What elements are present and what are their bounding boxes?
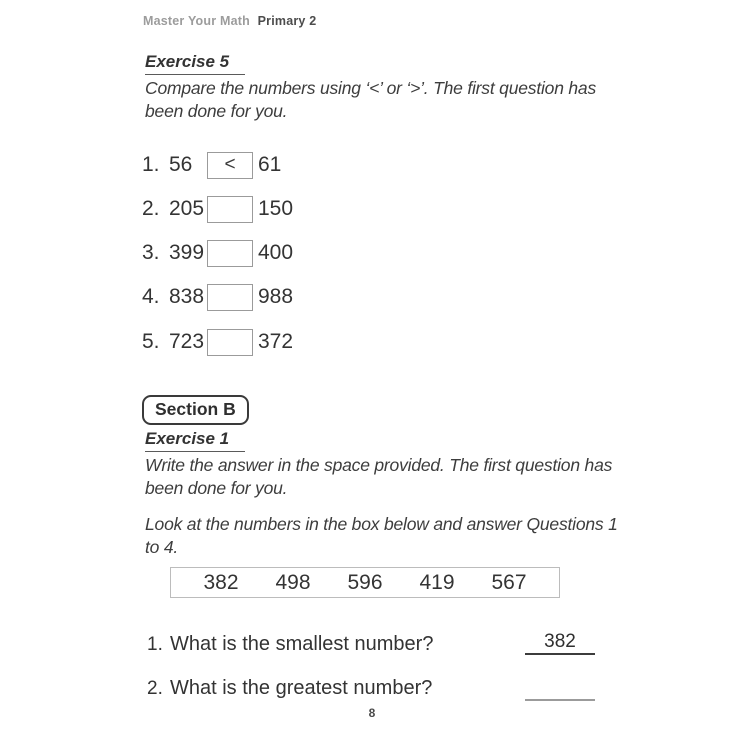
comparison-answer-box[interactable]	[207, 152, 253, 179]
comparison-answer-box[interactable]	[207, 196, 253, 223]
right-number: 150	[258, 197, 294, 220]
question-number: 4.	[142, 285, 160, 308]
right-number: 61	[258, 153, 282, 176]
comparison-answer-box[interactable]	[207, 284, 253, 311]
section-b-badge: Section B	[142, 395, 249, 425]
number-item: 567	[491, 570, 527, 594]
answer-line[interactable]	[525, 677, 595, 701]
question-number: 1.	[147, 634, 163, 655]
comparison-answer: <	[224, 154, 236, 175]
book-series-label: Master Your Math	[143, 14, 250, 28]
compare-row	[142, 151, 281, 179]
right-number: 400	[258, 241, 294, 264]
exercise1-title: Exercise 1	[145, 429, 245, 452]
question-text: What is the greatest number?	[170, 677, 433, 699]
left-number: 399	[169, 241, 205, 264]
right-number: 372	[258, 330, 294, 353]
question-number: 3.	[142, 241, 160, 264]
question-number: 2.	[147, 678, 163, 699]
exercise1-instructions: Write the answer in the space provided. The first question has been done for you.	[145, 455, 613, 498]
exercise1-prompt: Look at the numbers in the box below and answer Questions 1 to 4.	[145, 514, 618, 557]
exercise5-instructions: Compare the numbers using ‘<’ or ‘>’. The first question has been done for you.	[145, 78, 597, 121]
number-item: 419	[419, 570, 455, 594]
number-item: 382	[203, 570, 239, 594]
comparison-answer-box[interactable]	[207, 240, 253, 267]
number-item: 498	[275, 570, 311, 594]
numbers-box	[170, 567, 560, 598]
question-number: 2.	[142, 197, 160, 220]
left-number: 56	[169, 153, 193, 176]
comparison-answer-box[interactable]	[207, 329, 253, 356]
left-number: 205	[169, 197, 205, 220]
right-number: 988	[258, 285, 294, 308]
compare-row	[142, 195, 293, 223]
question-row	[147, 677, 607, 700]
question-text: What is the smallest number?	[170, 633, 434, 655]
book-header	[143, 14, 316, 28]
question-number: 5.	[142, 330, 160, 353]
exercise5-title: Exercise 5	[145, 52, 245, 75]
answer-line[interactable]	[525, 631, 595, 655]
compare-row	[142, 239, 293, 267]
answer-value: 382	[544, 631, 576, 652]
question-number: 1.	[142, 153, 160, 176]
question-row	[147, 633, 607, 656]
compare-row	[142, 283, 293, 311]
book-level-label: Primary 2	[257, 14, 317, 28]
left-number: 838	[169, 285, 205, 308]
page-number: 8	[368, 706, 376, 720]
compare-row	[142, 328, 293, 356]
number-item: 596	[347, 570, 383, 594]
left-number: 723	[169, 330, 205, 353]
